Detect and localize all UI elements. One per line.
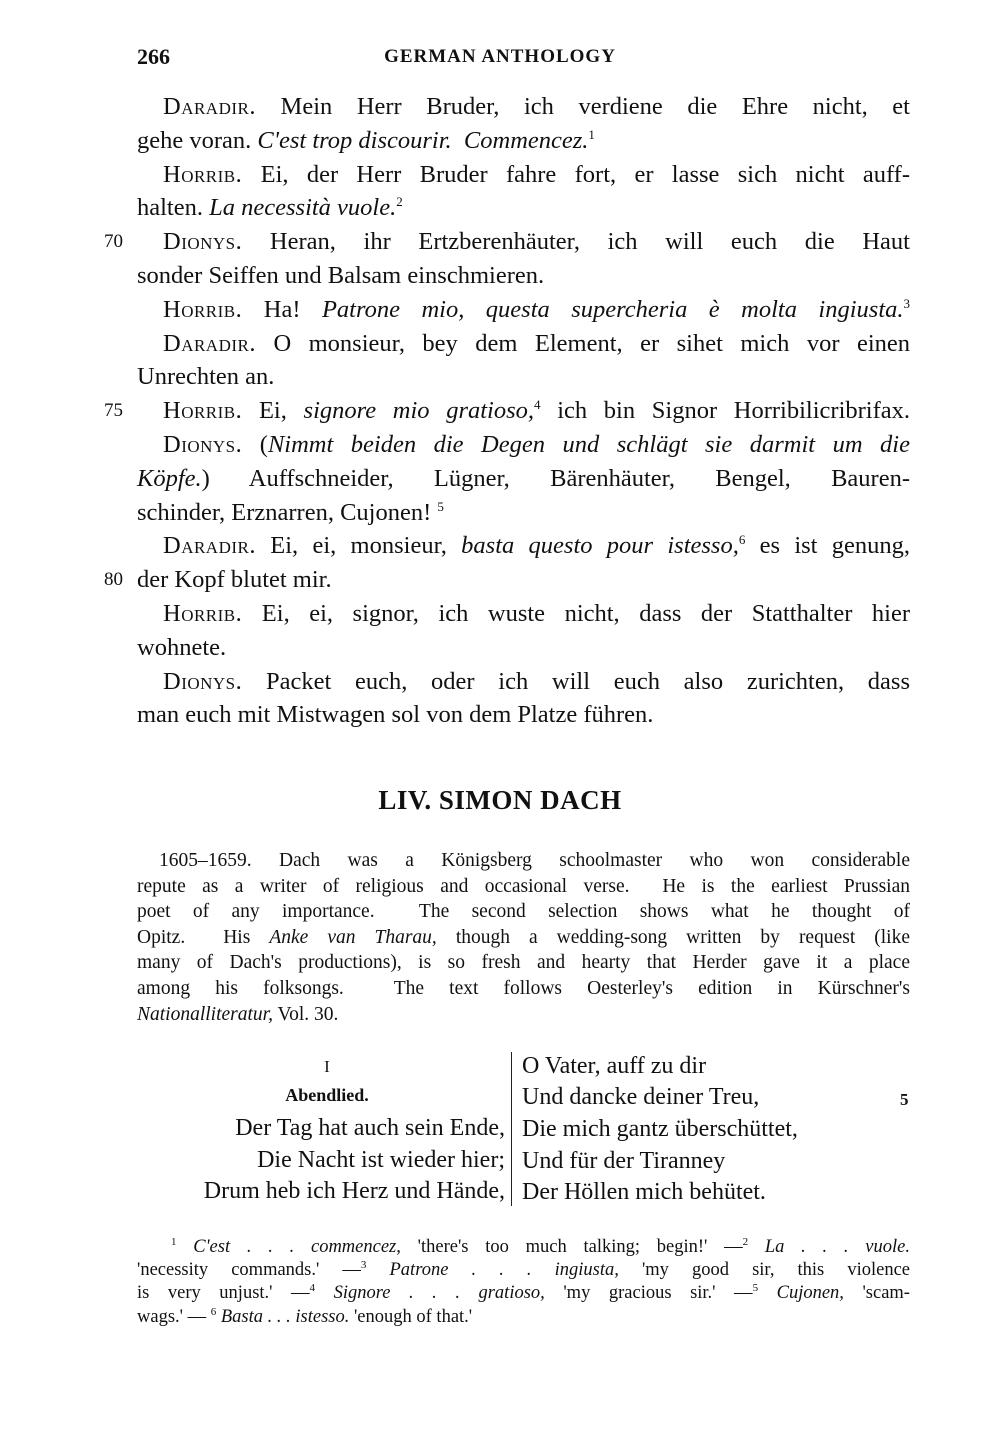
text-segment: wohnete. <box>137 633 227 661</box>
footnote-ref: 1 <box>588 126 595 142</box>
italic-text: La . . . vuole. <box>748 1237 910 1257</box>
text-line <box>137 362 910 392</box>
text-line <box>137 498 910 528</box>
text-segment: among his folksongs. The text follows Oesterley's edition in Kürschner's <box>137 978 910 999</box>
text-segment: Vol. 30. <box>272 1003 339 1025</box>
text-segment: der Kopf blutet mir. <box>137 566 332 594</box>
speaker-name: Daradir. <box>163 532 256 560</box>
text-line <box>137 92 910 122</box>
speaker-name: Dionys. <box>163 667 243 695</box>
italic-text: La necessità vuole. <box>209 194 397 222</box>
text-line <box>137 193 910 223</box>
text-segment: sonder Seiffen und Balsam einschmieren. <box>137 262 545 289</box>
text-line <box>137 667 910 697</box>
italic-text: Basta . . . istesso. <box>216 1306 350 1327</box>
text-segment: poet of any importance. The second selection shows what he thought of <box>137 901 910 923</box>
speaker-name: Dionys. <box>163 228 243 256</box>
poem-line: Drum heb ich Herz und Hände, <box>203 1178 505 1204</box>
footnote-ref: 2 <box>396 194 403 210</box>
poem-line: Und für der Tiranney <box>522 1148 726 1174</box>
text-line <box>137 531 910 561</box>
footnote-ref: 1 <box>171 1235 177 1248</box>
text-line <box>137 160 910 190</box>
footnote-ref: 5 <box>752 1282 759 1295</box>
italic-text: Cujonen, <box>758 1283 844 1304</box>
column-divider <box>511 1052 512 1206</box>
speaker-name: Horrib. <box>163 295 243 323</box>
text-line <box>137 396 910 426</box>
text-segment: 'enough of that.' <box>349 1306 473 1327</box>
text-segment: Heran, ihr Ertzberenhäuter, ich will euch die Haut <box>242 228 910 256</box>
text-line <box>137 261 910 291</box>
text-segment: Dach was a Königsberg schoolmaster who won considerable <box>251 850 910 871</box>
footnote-ref: 2 <box>742 1235 749 1248</box>
italic-text: Patrone mio, questa supercheria è molta ingiusta. <box>321 295 904 323</box>
speaker-name: Dionys. <box>163 431 243 458</box>
italic-text: Köpfe. <box>137 464 202 492</box>
poem-line: Der Höllen mich behütet. <box>522 1179 766 1205</box>
poem-number: I <box>324 1057 330 1076</box>
poem-line: Die Nacht ist wieder hier; <box>257 1147 505 1173</box>
footnote-ref: 3 <box>903 295 911 311</box>
speaker-name: Daradir. <box>163 93 256 120</box>
text-line <box>137 1259 910 1282</box>
text-segment: halten. <box>137 194 210 222</box>
text-segment: 'my good sir, this violence <box>618 1260 910 1281</box>
text-line <box>137 1002 910 1028</box>
text-line <box>137 700 910 730</box>
text-line <box>137 976 910 1002</box>
text-line <box>137 899 910 925</box>
text-segment: Packet euch, oder ich will euch also zurichten, dass <box>242 667 910 695</box>
poem-line: Und dancke deiner Treu, <box>522 1084 760 1110</box>
running-head: GERMAN ANTHOLOGY <box>384 46 616 67</box>
text-segment: gehe voran. <box>137 126 258 154</box>
italic-text: Nimmt beiden die Degen und schlägt sie darmit um die <box>267 431 910 458</box>
text-segment: Unrechten an. <box>137 363 275 391</box>
italic-text: Commencez. <box>463 126 589 154</box>
text-segment: ( <box>242 431 268 458</box>
italic-text: Signore . . . gratioso, <box>315 1283 545 1304</box>
text-segment: O monsieur, bey dem Element, er sihet mich vor einen <box>256 329 910 357</box>
text-segment: Mein Herr Bruder, ich verdiene die Ehre nicht, et <box>256 93 910 120</box>
text-segment: man euch mit Mistwagen sol von dem Platze führen. <box>137 701 654 729</box>
text-line <box>137 874 910 900</box>
speaker-name: Daradir. <box>163 329 256 357</box>
text-segment: repute as a writer of religious and occasional verse. He is the earliest Prussian <box>137 875 910 897</box>
text-line <box>137 1282 910 1305</box>
text-line <box>137 565 910 595</box>
text-segment: schinder, Erznarren, Cujonen! <box>137 498 438 526</box>
italic-text: C'est trop discourir. <box>257 126 452 154</box>
text-line <box>137 599 910 629</box>
text-segment: Ei, der Herr Bruder fahre fort, er lasse sich nicht auff- <box>242 160 910 188</box>
text-segment: ich bin Signor Horribilicribrifax. <box>540 397 910 425</box>
italic-text: C'est . . . commencez, <box>176 1237 401 1257</box>
italic-text: signore mio gratioso, <box>303 397 535 425</box>
speaker-name: Horrib. <box>163 600 243 627</box>
text-line <box>137 848 910 874</box>
text-segment: 'necessity commands.' — <box>137 1260 361 1281</box>
poem-title: Abendlied. <box>285 1085 369 1105</box>
line-number: 80 <box>104 569 123 591</box>
text-line <box>137 1236 910 1259</box>
line-number: 70 <box>104 231 123 253</box>
text-segment: ) Auffschneider, Lügner, Bärenhäuter, Bengel, Bauren- <box>201 464 910 492</box>
text-segment: is very unjust.' — <box>137 1283 310 1304</box>
poem-line: O Vater, auff zu dir <box>522 1053 707 1079</box>
text-line <box>137 464 910 494</box>
italic-text: Patrone . . . ingiusta, <box>366 1260 619 1281</box>
text-segment: Ei, <box>242 397 304 425</box>
text-line <box>137 295 910 325</box>
section-heading: LIV. SIMON DACH <box>378 785 622 815</box>
text-segment: Ha! <box>242 295 322 323</box>
text-line <box>137 227 910 257</box>
text-segment: Opitz. His <box>137 926 270 948</box>
text-line <box>137 126 910 156</box>
italic-text: basta questo pour istesso, <box>461 532 739 560</box>
text-segment: 1605–1659. <box>159 850 252 871</box>
text-segment: es ist genung, <box>745 532 911 560</box>
text-segment <box>452 127 464 154</box>
footnote-ref: 4 <box>534 397 541 413</box>
footnote-ref: 6 <box>738 532 746 548</box>
text-segment: 'my gracious sir.' — <box>544 1283 753 1304</box>
footnote-ref: 3 <box>360 1259 367 1272</box>
text-line <box>137 950 910 976</box>
italic-text: Nationalliteratur, <box>137 1003 273 1025</box>
text-line <box>137 925 910 951</box>
text-segment: Ei, ei, signor, ich wuste nicht, dass der Statthalter hier <box>242 600 910 627</box>
footnote-ref: 4 <box>309 1282 316 1295</box>
text-segment: 'there's too much talking; begin!' — <box>400 1237 743 1257</box>
poem-line: Der Tag hat auch sein Ende, <box>235 1115 505 1141</box>
poem-line: Die mich gantz überschüttet, <box>522 1116 798 1142</box>
italic-text: Anke van Tharau, <box>269 926 437 948</box>
speaker-name: Horrib. <box>163 160 243 188</box>
text-line <box>137 329 910 359</box>
poem-line-number: 5 <box>900 1090 909 1109</box>
page-number: 266 <box>137 44 170 69</box>
text-segment: 'scam- <box>843 1283 910 1304</box>
footnote-ref: 5 <box>437 498 444 514</box>
text-segment: wags.' — <box>137 1306 211 1327</box>
text-line <box>137 633 910 663</box>
text-line <box>137 430 910 460</box>
speaker-name: Horrib. <box>163 397 243 425</box>
text-segment: many of Dach's productions), is so fresh and hearty that Herder gave it a place <box>137 952 910 974</box>
text-segment: though a wedding-song written by request (like <box>436 926 911 948</box>
text-segment: Ei, ei, monsieur, <box>256 532 462 560</box>
line-number: 75 <box>104 400 123 422</box>
footnote-ref: 6 <box>210 1305 217 1318</box>
text-line <box>137 1306 910 1329</box>
